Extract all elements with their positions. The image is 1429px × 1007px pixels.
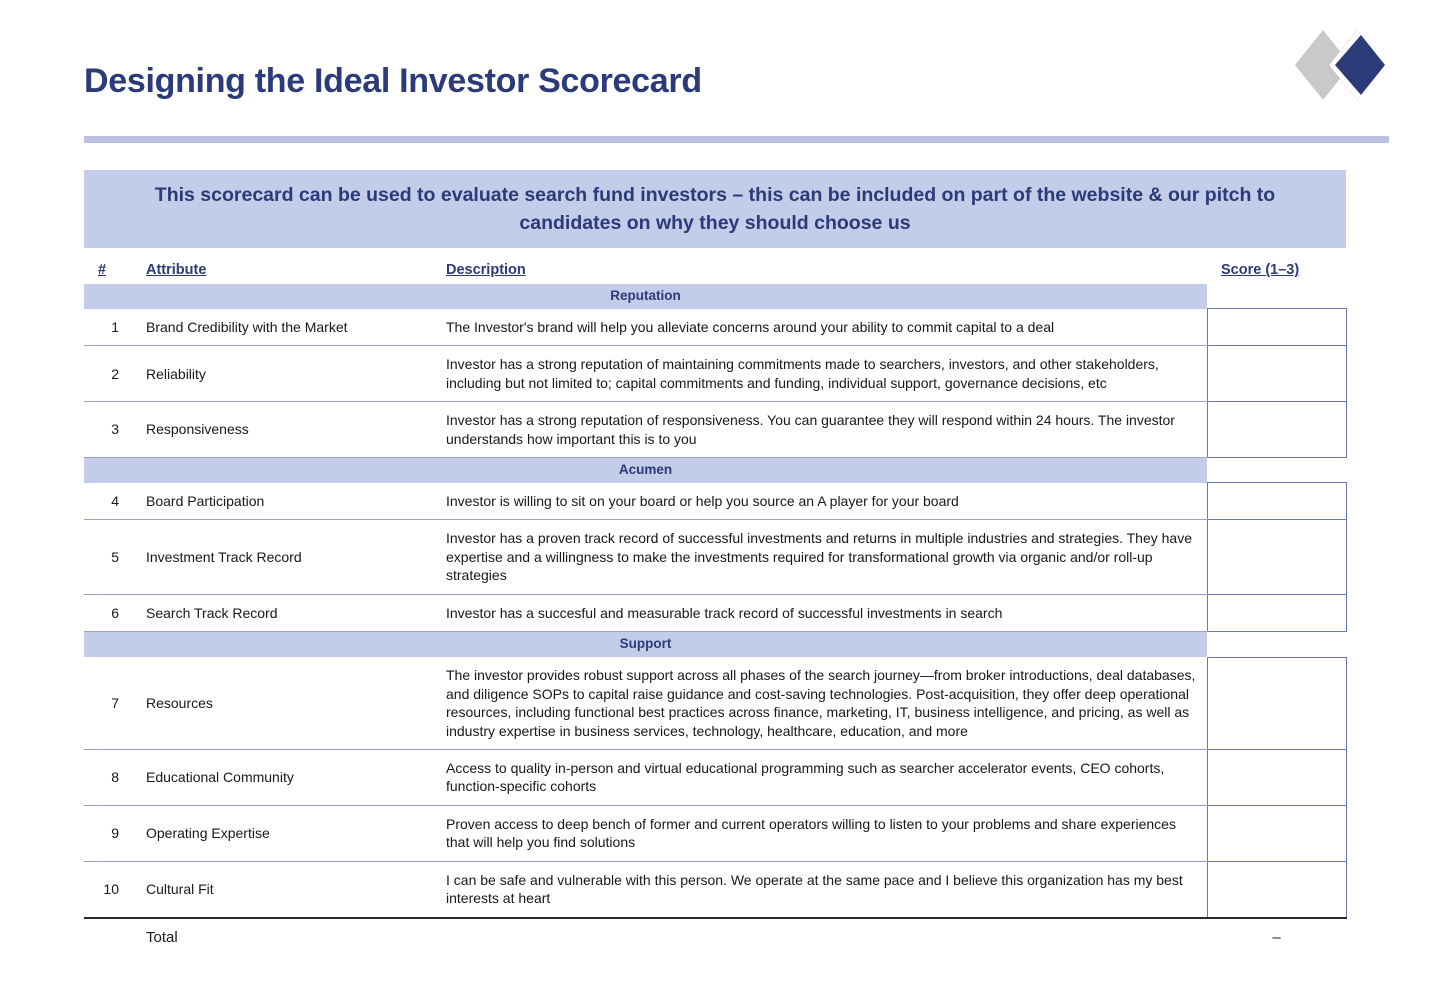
row-number: 7 [84,657,132,749]
table-header [84,262,1346,284]
row-score-input[interactable] [1207,402,1346,458]
column-header-description: Description [446,262,526,278]
table-row [84,520,1346,594]
row-description: I can be safe and vulnerable with this person. We operate at the same pace and I believe this organization has my best interests at heart [432,861,1207,917]
row-description: Investor has a strong reputation of maintaining commitments made to searchers, investors, and other stakeholders, including but not limited to; capital commitments and funding, individual support, governance decisions, etc [432,346,1207,402]
section-label-reputation: Reputation [84,284,1207,309]
row-number: 2 [84,346,132,402]
row-score-input[interactable] [1207,750,1346,806]
row-description: The Investor's brand will help you alleviate concerns around your ability to commit capital to a deal [432,309,1207,346]
row-description: Proven access to deep bench of former and current operators willing to listen to your problems and share experiences that will help you find solutions [432,805,1207,861]
row-score-input[interactable] [1207,594,1346,631]
column-header-attribute: Attribute [146,262,207,278]
row-score-input[interactable] [1207,805,1346,861]
row-score-input[interactable] [1207,657,1346,749]
page-title: Designing the Ideal Investor Scorecard [84,62,702,100]
row-description: The investor provides robust support across all phases of the search journey—from broker introductions, deal databases, and diligence SOPs to capital raise guidance and cost-saving technologies. Post-acquisition, they offer deep operational resources, including functional best practices across finance, marketing, IT, business intelligence, and pricing, as well as industry expertise in business services, technology, healthcare, education, and more [432,657,1207,749]
table-row [84,402,1346,458]
row-attribute: Brand Credibility with the Market [132,309,432,346]
table-row [84,594,1346,631]
row-number: 4 [84,483,132,520]
row-number: 5 [84,520,132,594]
row-attribute: Board Participation [132,483,432,520]
section-label-support: Support [84,632,1207,657]
section-header-row [84,284,1346,309]
section-header-row [84,632,1346,657]
scorecard-table-wrapper [84,262,1346,957]
header-row [84,262,1346,284]
callout-text: This scorecard can be used to evaluate search fund investors – this can be included on part of the website & our pitch to candidates on why they should choose us [154,183,1276,234]
row-score-input[interactable] [1207,520,1346,594]
table-row [84,483,1346,520]
section-score-gap [1207,284,1346,309]
row-number: 10 [84,861,132,917]
table-body [84,284,1346,957]
total-label: Total [132,918,432,957]
total-spacer-desc [432,918,1207,957]
callout-banner [84,170,1346,248]
row-attribute: Responsiveness [132,402,432,458]
diamond-logo [1289,24,1389,106]
row-number: 8 [84,750,132,806]
column-header-number: # [98,262,107,278]
section-label-acumen: Acumen [84,458,1207,483]
row-score-input[interactable] [1207,861,1346,917]
row-attribute: Search Track Record [132,594,432,631]
scorecard-table [84,262,1347,957]
row-score-input[interactable] [1207,346,1346,402]
row-description: Investor has a strong reputation of responsiveness. You can guarantee they will respond within 24 hours. The investor understands how important this is to you [432,402,1207,458]
column-header-score: Score (1–3) [1221,262,1300,278]
total-row [84,918,1346,957]
table-row [84,861,1346,917]
row-attribute: Educational Community [132,750,432,806]
row-attribute: Reliability [132,346,432,402]
table-row [84,309,1346,346]
row-score-input[interactable] [1207,483,1346,520]
table-row [84,346,1346,402]
row-attribute: Resources [132,657,432,749]
row-number: 3 [84,402,132,458]
row-attribute: Operating Expertise [132,805,432,861]
row-score-input[interactable] [1207,309,1346,346]
row-description: Investor has a proven track record of successful investments and returns in multiple industries and strategies. They have expertise and a willingness to make the investments required for transformational growth via organic and/or roll-up strategies [432,520,1207,594]
row-number: 9 [84,805,132,861]
total-spacer [84,918,132,957]
row-description: Investor has a succesful and measurable track record of successful investments in search [432,594,1207,631]
total-value: – [1207,918,1346,957]
table-row [84,750,1346,806]
table-row [84,805,1346,861]
row-attribute: Investment Track Record [132,520,432,594]
row-description: Investor is willing to sit on your board or help you source an A player for your board [432,483,1207,520]
row-number: 6 [84,594,132,631]
header-rule [84,136,1389,143]
section-score-gap [1207,632,1346,657]
table-row [84,657,1346,749]
row-attribute: Cultural Fit [132,861,432,917]
row-description: Access to quality in-person and virtual educational programming such as searcher accelerator events, CEO cohorts, function-specific cohorts [432,750,1207,806]
section-header-row [84,458,1346,483]
section-score-gap [1207,458,1346,483]
row-number: 1 [84,309,132,346]
